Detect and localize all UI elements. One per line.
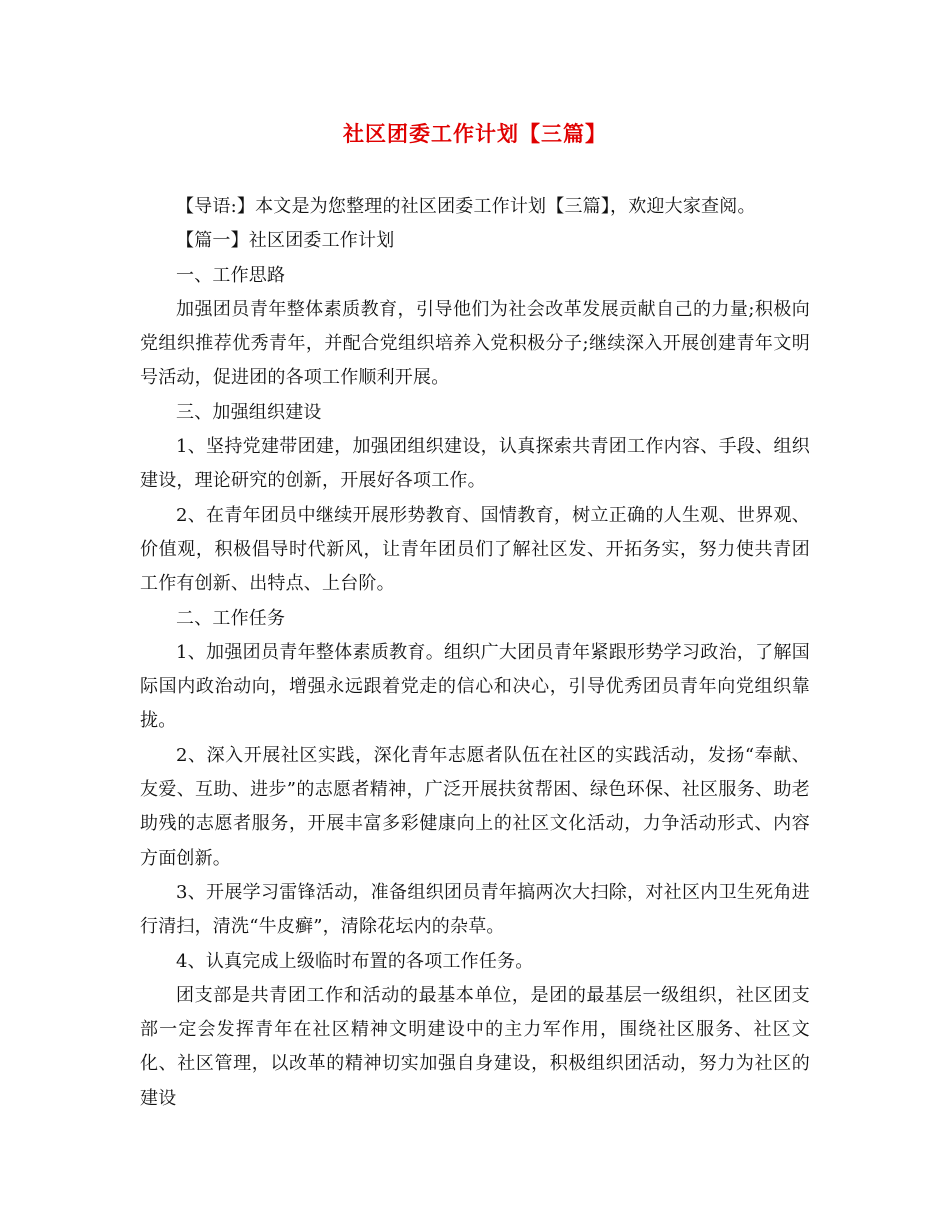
paragraph-task-4: 4、认真完成上级临时布置的各项工作任务。 [176,950,534,972]
heading-work-ideas: 一、工作思路 [176,264,286,286]
section-heading-part-one: 【篇一】社区团委工作计划 [176,230,395,252]
heading-organization-building: 三、加强组织建设 [176,401,322,423]
paragraph-task-2: 2、深入开展社区实践，深化青年志愿者队伍在社区的实践活动，发扬“奉献、友爱、互助、进步”的志愿者精神，广泛开展扶贫帮困、绿色环保、社区服务、助老助残的志愿者服务，开展丰富多彩健康向上的社区文化活动，力争活动形式、内容方面创新。 [140,744,810,869]
paragraph-task-3: 3、开展学习雷锋活动，准备组织团员青年搞两次大扫除，对社区内卫生死角进行清扫，清洗“牛皮癣”，清除花坛内的杂草。 [140,881,810,938]
paragraph-organization-2: 2、在青年团员中继续开展形势教育、国情教育，树立正确的人生观、世界观、价值观，积极倡导时代新风，让青年团员们了解社区发、开拓务实，努力使共青团工作有创新、出特点、上台阶。 [140,504,810,595]
paragraph-work-ideas: 加强团员青年整体素质教育，引导他们为社会改革发展贡献自己的力量;积极向党组织推荐优秀青年，并配合党组织培养入党积极分子;继续深入开展创建青年文明号活动，促进团的各项工作顺利开展。 [140,298,810,389]
document-title: 社区团委工作计划【三篇】 [343,121,607,146]
heading-work-tasks: 二、工作任务 [176,607,286,629]
document-body [140,190,810,1116]
paragraph-closing: 团支部是共青团工作和活动的最基本单位，是团的最基层一级组织，社区团支部一定会发挥青年在社区精神文明建设中的主力军作用，围绕社区服务、社区文化、社区管理，以改革的精神切实加强自身建设，积极组织团活动，努力为社区的建设 [140,984,810,1109]
paragraph-task-1: 1、加强团员青年整体素质教育。组织广大团员青年紧跟形势学习政治，了解国际国内政治动向，增强永远跟着党走的信心和决心，引导优秀团员青年向党组织靠拢。 [140,641,810,732]
paragraph-organization-1: 1、坚持党建带团建，加强团组织建设，认真探索共青团工作内容、手段、组织建设，理论研究的创新，开展好各项工作。 [140,436,810,492]
intro-paragraph: 【导语:】本文是为您整理的社区团委工作计划【三篇】，欢迎大家查阅。 [176,196,756,217]
